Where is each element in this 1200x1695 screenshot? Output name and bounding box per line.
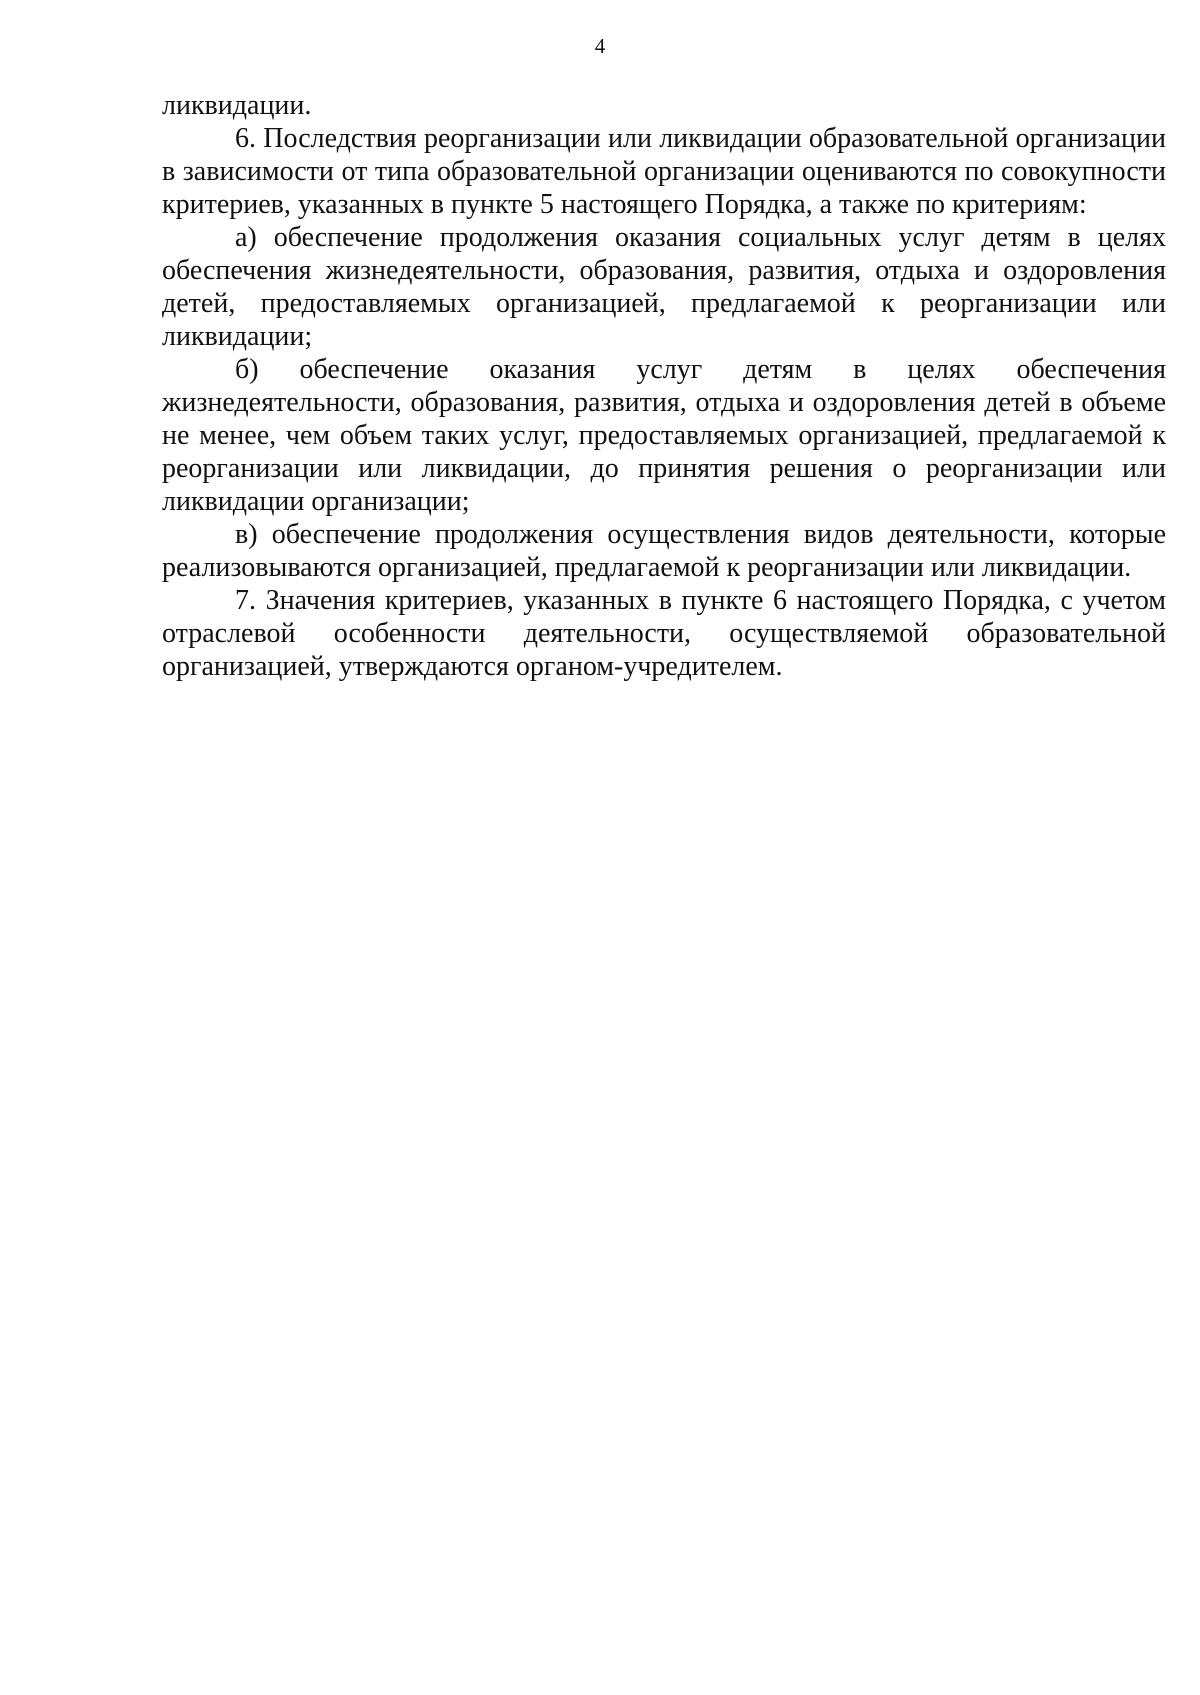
paragraph-subitem-a: а) обеспечение продолжения оказания социальных услуг детям в целях обеспечения жизнедеятельности, образования, развития, отдыха и оздоровления детей, предоставляемых организацией, предлагаемой к реорганизации или ликвидации; [162, 222, 1166, 352]
paragraph-subitem-b: б) обеспечение оказания услуг детям в целях обеспечения жизнедеятельности, образования, развития, отдыха и оздоровления детей в объеме не менее, чем объем таких услуг, предоставляемых организацией, предлагаемой к реорганизации или ликвидации, до принятия решения о реорганизации или ликвидации организации; [162, 354, 1166, 517]
page-number: 4 [594, 34, 606, 58]
document-body [162, 89, 1166, 683]
paragraph-subitem-v: в) обеспечение продолжения осуществления видов деятельности, которые реализовываются организацией, предлагаемой к реорганизации или ликвидации. [162, 519, 1166, 583]
paragraph-item-6: 6. Последствия реорганизации или ликвидации образовательной организации в зависимости от типа образовательной организации оцениваются по совокупности критериев, указанных в пункте 5 настоящего Порядка, а также по критериям: [162, 123, 1166, 220]
paragraph-item-7: 7. Значения критериев, указанных в пункте 6 настоящего Порядка, с учетом отраслевой особенности деятельности, осуществляемой образовательной организацией, утверждаются органом-учредителем. [162, 585, 1166, 682]
paragraph-continuation: ликвидации. [162, 90, 312, 121]
